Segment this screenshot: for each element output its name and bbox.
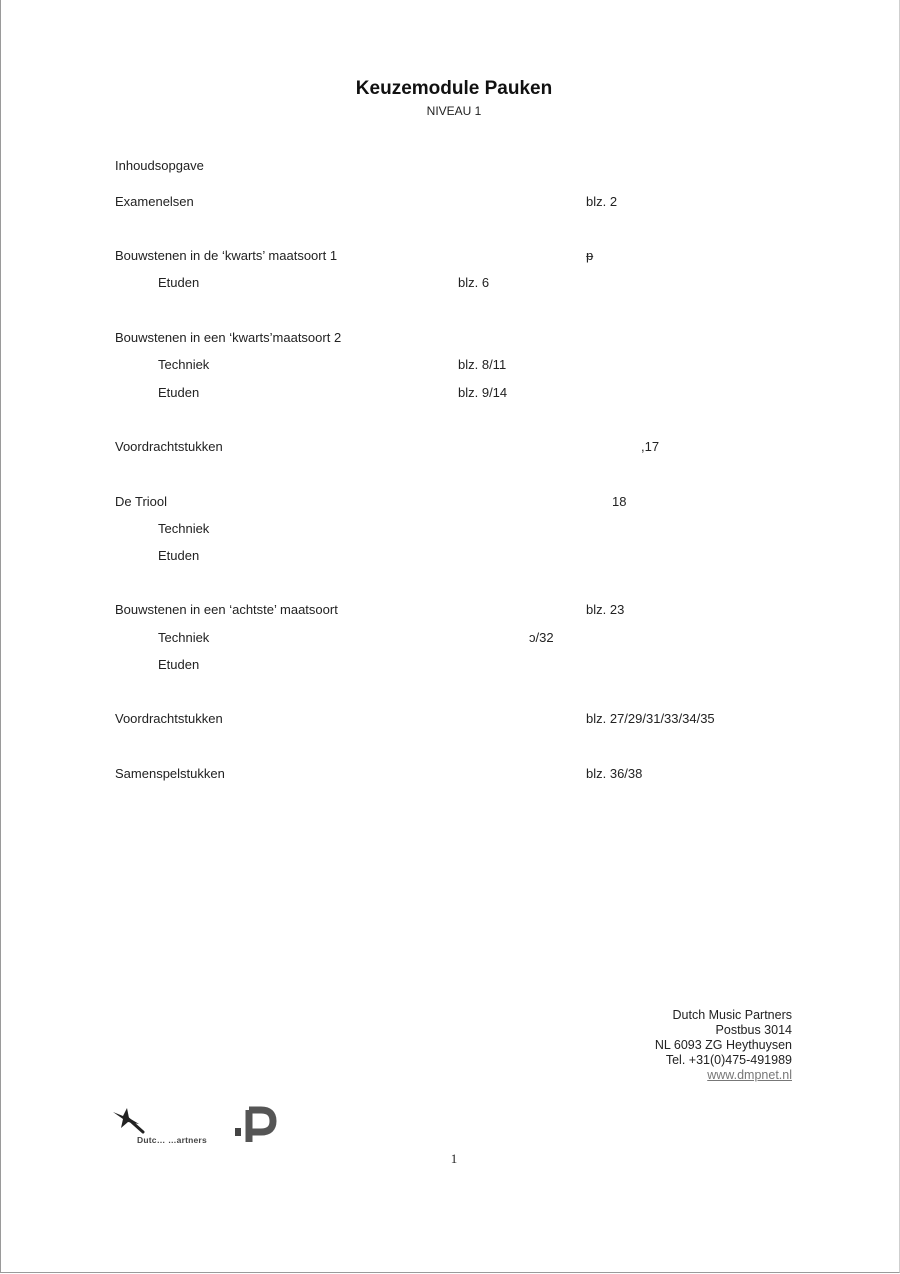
postbus: Postbus 3014 [715, 1023, 792, 1037]
toc-label: Techniek [158, 357, 210, 372]
toc-label: Bouwstenen in een ‘achtste’ maatsoort [115, 602, 338, 617]
document-subtitle: NIVEAU 1 [426, 104, 482, 118]
toc-page: blz. 2 [586, 194, 618, 209]
toc-label: Voordrachtstukken [115, 711, 223, 726]
toc-label: Bouwstenen in een ‘kwarts’maatsoort 2 [115, 330, 342, 345]
page-number: 1 [450, 1151, 458, 1166]
toc-label: De Triool [115, 494, 168, 509]
toc-row [1, 766, 900, 786]
toc-row [1, 711, 900, 731]
toc-page: blz. 27/29/31/33/34/35 [586, 711, 715, 726]
toc-row [1, 275, 900, 295]
toc-label: Examenelsen [115, 194, 194, 209]
toc-row [1, 357, 900, 377]
toc-row [1, 248, 900, 268]
toc-page: blz. 8/11 [458, 357, 507, 372]
toc-page: ,17 [641, 439, 660, 454]
toc-row [1, 385, 900, 405]
toc-page: blz. 6 [458, 275, 490, 290]
toc-page: blz. 9/14 [458, 385, 508, 400]
toc-row [1, 630, 900, 650]
city: NL 6093 ZG Heythuysen [654, 1038, 792, 1052]
toc-heading: Inhoudsopgave [115, 158, 204, 173]
toc-label: Samenspelstukken [115, 766, 225, 781]
toc-label: Etuden [158, 275, 200, 290]
toc-row [1, 439, 900, 459]
toc-label: Etuden [158, 385, 200, 400]
toc-row [1, 602, 900, 622]
toc-label: Techniek [158, 630, 210, 645]
company-name: Dutch Music Partners [672, 1008, 792, 1022]
website-link[interactable]: www.dmpnet.nl [707, 1068, 792, 1082]
toc-page: ɔ/32 [529, 630, 554, 645]
toc-page: blz. 23 [586, 602, 625, 617]
toc-page: 18 [612, 494, 627, 509]
toc-label: Techniek [158, 521, 210, 536]
toc-row [1, 330, 900, 350]
toc-row [1, 194, 900, 214]
toc-label: Etuden [158, 548, 200, 563]
toc-page: ᵽ [586, 248, 594, 263]
toc-label: Etuden [158, 657, 200, 672]
phone: Tel. +31(0)475-491989 [665, 1053, 792, 1067]
toc-row [1, 657, 900, 677]
footer-address [655, 1008, 792, 1083]
document-title: Keuzemodule Pauken [355, 78, 553, 99]
toc-row [1, 521, 900, 541]
toc-row [1, 548, 900, 568]
logo-caption: Dutc… …artners [137, 1135, 207, 1145]
toc-page: blz. 36/38 [586, 766, 643, 781]
toc-label: Voordrachtstukken [115, 439, 223, 454]
toc-label: Bouwstenen in de ‘kwarts’ maatsoort 1 [115, 248, 338, 263]
toc-row [1, 494, 900, 514]
